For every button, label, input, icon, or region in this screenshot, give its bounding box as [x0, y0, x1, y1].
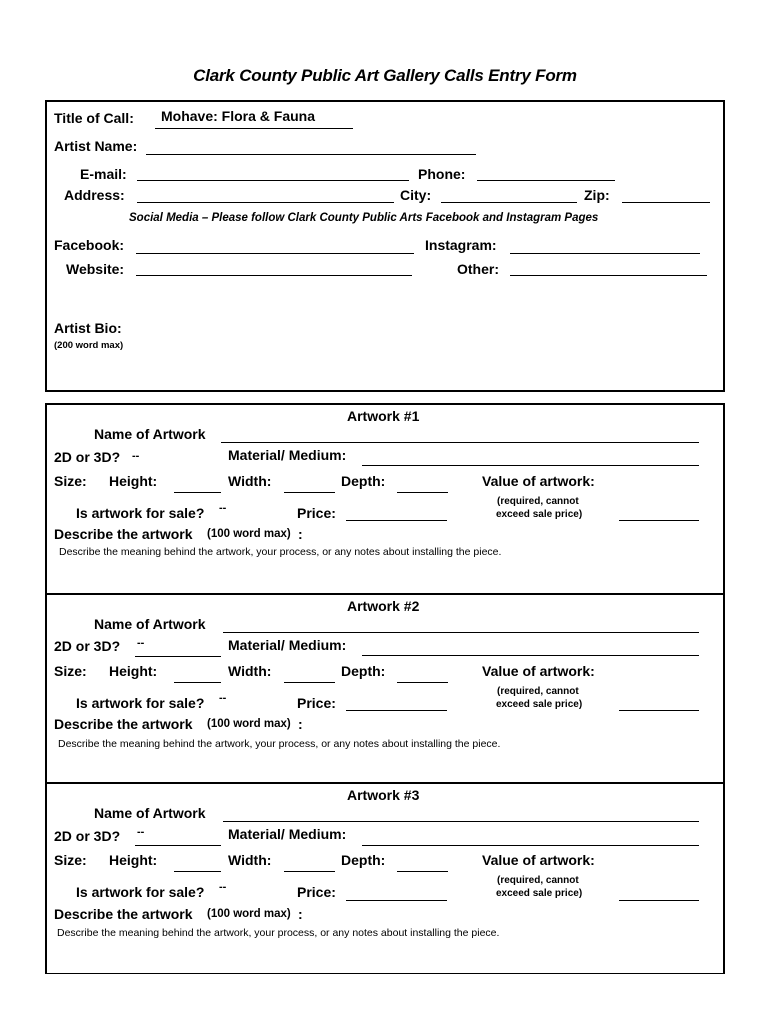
artwork-heading: Artwork #2: [347, 598, 420, 614]
width-field[interactable]: [284, 682, 335, 683]
width-label: Width:: [228, 663, 272, 679]
depth-field[interactable]: [397, 682, 448, 683]
dimension-select[interactable]: --: [132, 450, 140, 462]
artwork-heading: Artwork #1: [347, 408, 420, 424]
dimension-select[interactable]: --: [137, 637, 145, 649]
height-field[interactable]: [174, 682, 221, 683]
for-sale-select[interactable]: --: [219, 881, 227, 893]
value-field[interactable]: [619, 520, 699, 521]
artwork-heading: Artwork #3: [347, 787, 420, 803]
artwork-name-field[interactable]: [223, 632, 699, 633]
price-field[interactable]: [346, 900, 447, 901]
depth-field[interactable]: [397, 871, 448, 872]
email-field[interactable]: [137, 180, 409, 181]
value-label: Value of artwork:: [482, 473, 595, 489]
dimension-label: 2D or 3D?: [54, 638, 121, 654]
instagram-label: Instagram:: [425, 237, 497, 253]
describe-limit: (100 word max): [207, 718, 291, 730]
value-note-line-1: (required, cannot: [497, 686, 579, 697]
describe-limit: (100 word max): [207, 528, 291, 540]
price-label: Price:: [297, 505, 336, 521]
describe-field[interactable]: Describe the meaning behind the artwork, your process, or any notes about installing the piece.: [57, 927, 500, 939]
facebook-label: Facebook:: [54, 237, 125, 253]
artwork-name-field[interactable]: [223, 821, 699, 822]
phone-label: Phone:: [418, 166, 466, 182]
city-field[interactable]: [441, 202, 577, 203]
other-label: Other:: [457, 261, 499, 277]
dimension-label: 2D or 3D?: [54, 828, 121, 844]
price-label: Price:: [297, 884, 336, 900]
facebook-field[interactable]: [136, 253, 414, 254]
material-field[interactable]: [362, 655, 699, 656]
describe-colon: :: [298, 906, 303, 922]
describe-colon: :: [298, 716, 303, 732]
value-note-line-2: exceed sale price): [496, 509, 583, 520]
material-label: Material/ Medium:: [228, 826, 347, 842]
address-label: Address:: [64, 187, 125, 203]
price-field[interactable]: [346, 710, 447, 711]
social-media-note: Social Media – Please follow Clark County Public Arts Facebook and Instagram Pages: [129, 212, 599, 224]
form-title: Clark County Public Art Gallery Calls Entry Form: [193, 66, 577, 85]
instagram-field[interactable]: [510, 253, 700, 254]
dimension-underline: [135, 845, 221, 846]
artist-name-field[interactable]: [146, 154, 476, 155]
artwork-name-label: Name of Artwork: [94, 426, 206, 442]
value-field[interactable]: [619, 900, 699, 901]
phone-field[interactable]: [477, 180, 615, 181]
value-note-line-1: (required, cannot: [497, 496, 579, 507]
zip-field[interactable]: [622, 202, 710, 203]
artist-name-label: Artist Name:: [54, 138, 138, 154]
material-label: Material/ Medium:: [228, 637, 347, 653]
artist-bio-limit: (200 word max): [54, 340, 124, 351]
value-note-line-2: exceed sale price): [496, 699, 583, 710]
dimension-select[interactable]: --: [137, 826, 145, 838]
for-sale-label: Is artwork for sale?: [76, 695, 205, 711]
height-label: Height:: [109, 663, 158, 679]
describe-label: Describe the artwork: [54, 526, 193, 542]
width-label: Width:: [228, 852, 272, 868]
size-label: Size:: [54, 852, 87, 868]
dimension-label: 2D or 3D?: [54, 449, 121, 465]
artwork-name-label: Name of Artwork: [94, 616, 206, 632]
price-field[interactable]: [346, 520, 447, 521]
zip-label: Zip:: [584, 187, 610, 203]
depth-label: Depth:: [341, 473, 386, 489]
website-label: Website:: [66, 261, 125, 277]
depth-field[interactable]: [397, 492, 448, 493]
material-field[interactable]: [362, 465, 699, 466]
describe-limit: (100 word max): [207, 908, 291, 920]
width-field[interactable]: [284, 871, 335, 872]
height-label: Height:: [109, 473, 158, 489]
price-label: Price:: [297, 695, 336, 711]
describe-label: Describe the artwork: [54, 906, 193, 922]
value-field[interactable]: [619, 710, 699, 711]
title-of-call-label: Title of Call:: [54, 110, 134, 126]
describe-field[interactable]: Describe the meaning behind the artwork, your process, or any notes about installing the piece.: [58, 738, 501, 750]
other-field[interactable]: [510, 275, 707, 276]
describe-field[interactable]: Describe the meaning behind the artwork, your process, or any notes about installing the piece.: [59, 546, 502, 558]
width-label: Width:: [228, 473, 272, 489]
artwork-name-label: Name of Artwork: [94, 805, 206, 821]
width-field[interactable]: [284, 492, 335, 493]
depth-label: Depth:: [341, 663, 386, 679]
height-label: Height:: [109, 852, 158, 868]
size-label: Size:: [54, 473, 87, 489]
artwork-name-field[interactable]: [221, 442, 699, 443]
title-of-call-field[interactable]: [155, 128, 353, 129]
for-sale-label: Is artwork for sale?: [76, 884, 205, 900]
value-note-line-1: (required, cannot: [497, 875, 579, 886]
website-field[interactable]: [136, 275, 412, 276]
value-label: Value of artwork:: [482, 852, 595, 868]
size-label: Size:: [54, 663, 87, 679]
email-label: E-mail:: [80, 166, 127, 182]
value-label: Value of artwork:: [482, 663, 595, 679]
material-label: Material/ Medium:: [228, 447, 347, 463]
artist-bio-label: Artist Bio:: [54, 320, 122, 336]
for-sale-select[interactable]: --: [219, 692, 227, 704]
address-field[interactable]: [137, 202, 394, 203]
for-sale-label: Is artwork for sale?: [76, 505, 205, 521]
describe-colon: :: [298, 526, 303, 542]
describe-label: Describe the artwork: [54, 716, 193, 732]
title-of-call-value: Mohave: Flora & Fauna: [161, 108, 316, 124]
height-field[interactable]: [174, 492, 221, 493]
depth-label: Depth:: [341, 852, 386, 868]
city-label: City:: [400, 187, 432, 203]
artist-bio-field[interactable]: [140, 315, 700, 385]
value-note-line-2: exceed sale price): [496, 888, 583, 899]
material-field[interactable]: [362, 845, 699, 846]
dimension-underline: [135, 656, 221, 657]
height-field[interactable]: [174, 871, 221, 872]
for-sale-select[interactable]: --: [219, 502, 227, 514]
